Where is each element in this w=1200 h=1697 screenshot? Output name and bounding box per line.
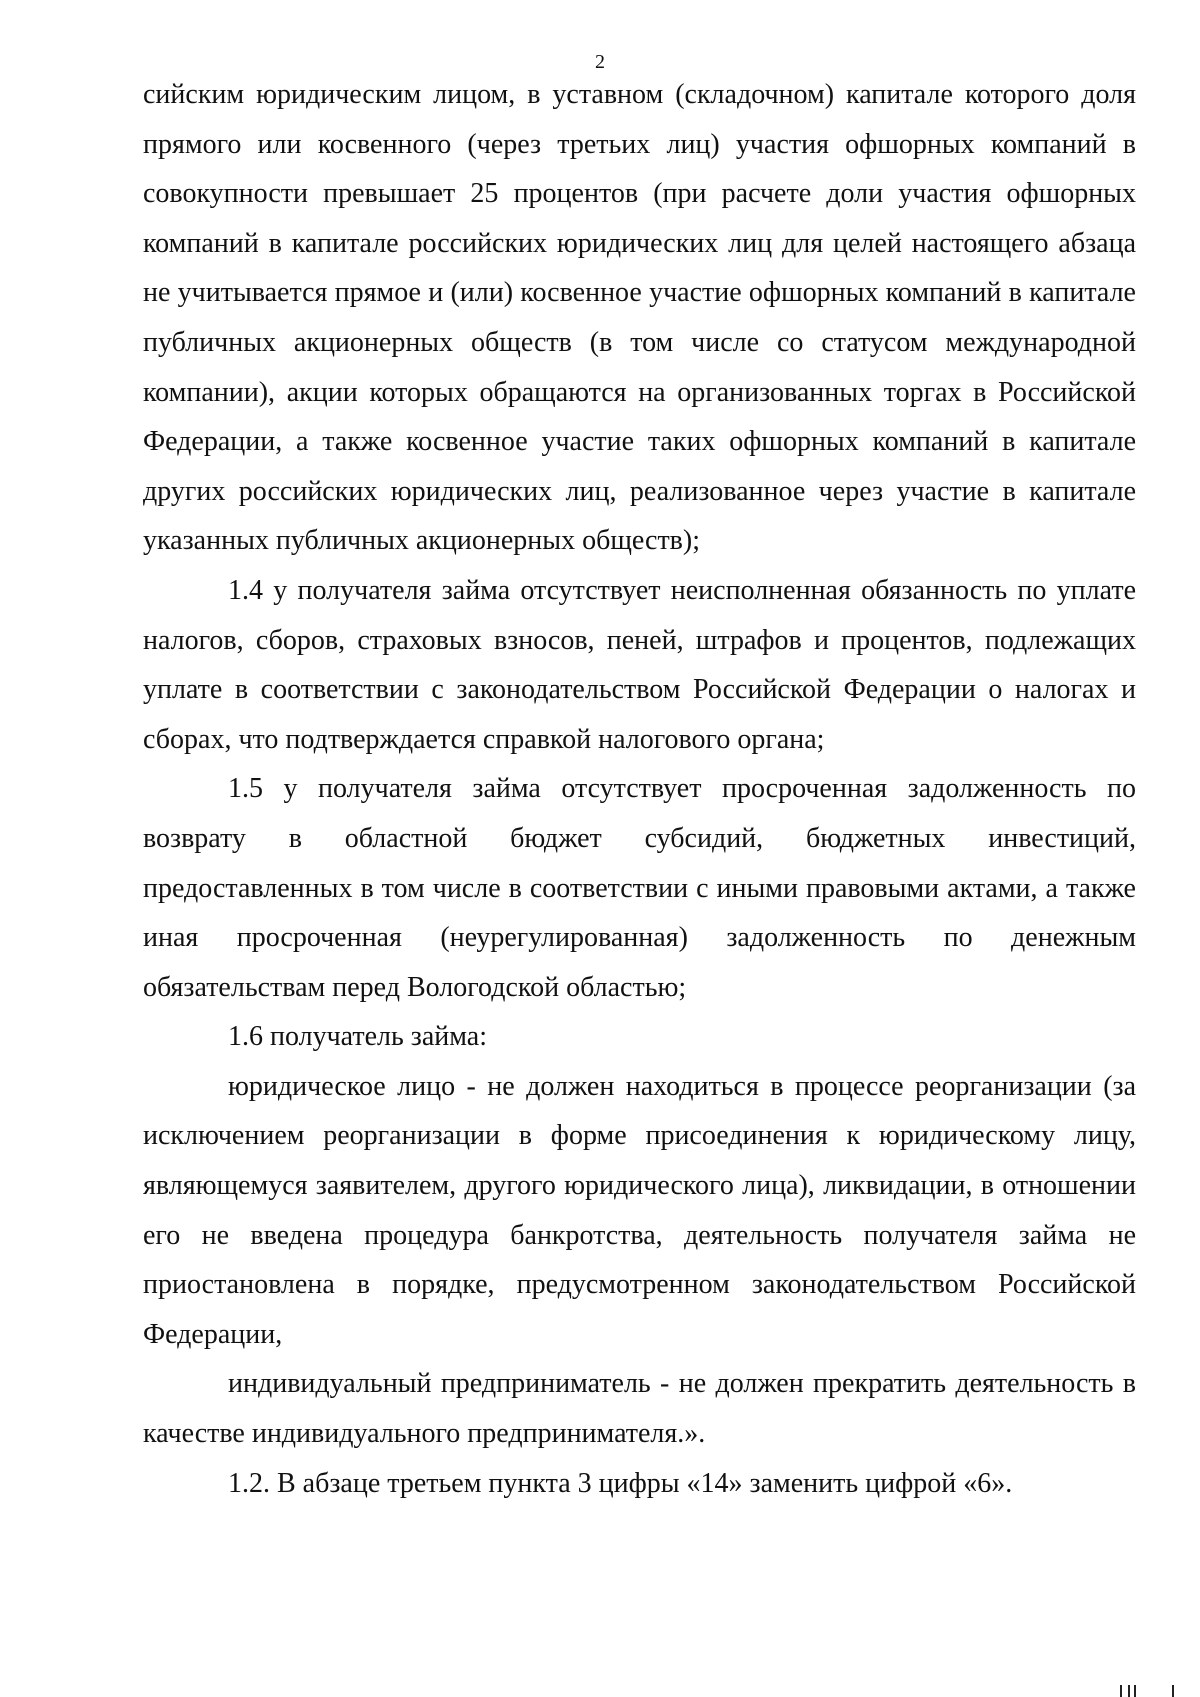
paragraph-legal-entity: юридическое лицо - не должен находиться в процессе реорганизации (за исключением реорганизации в форме присоединения к юридическому лицу, являющемуся заявителем, другого юридического лица), ликвидации, в отношении его не введена процедура банкротства, деятельность получателя займа не приостановлена в порядке, предусмотренном законодательством Российской Федерации, — [143, 1070, 1136, 1350]
document-body — [143, 70, 1136, 1508]
paragraph-item-1-6: 1.6 получатель займа: — [228, 1021, 487, 1053]
paragraph-amendment-1-2: 1.2. В абзаце третьем пункта 3 цифры «14» заменить цифрой «6». — [228, 1467, 1013, 1499]
scan-mark — [1120, 1685, 1122, 1697]
paragraph-entrepreneur: индивидуальный предприниматель - не должен прекратить деятельность в качестве индивидуального предпринимателя.». — [143, 1368, 1136, 1450]
scan-mark — [1134, 1685, 1136, 1697]
scan-mark — [1128, 1685, 1130, 1697]
paragraph-item-1-4: 1.4 у получателя займа отсутствует неисполненная обязанность по уплате налогов, сборов, страховых взносов, пеней, штрафов и процентов, подлежащих уплате в соответствии с законодательством Российской Федерации о налогах и сборах, что подтверждается справкой налогового органа; — [143, 574, 1136, 755]
paragraph-continuation: сийским юридическим лицом, в уставном (складочном) капитале которого доля прямого или косвенного (через третьих лиц) участия офшорных компаний в совокупности превышает 25 процентов (при расчете доли участия офшорных компаний в капитале российских юридических лиц для целей настоящего абзаца не учитывается прямое и (или) косвенное участие офшорных компаний в капитале публичных акционерных обществ (в том числе со статусом международной компании), акции которых обращаются на организованных торгах в Российской Федерации, а также косвенное участие таких офшорных компаний в капитале других российских юридических лиц, реализованное через участие в капитале указанных публичных акционерных обществ); — [143, 79, 1136, 557]
page-number: 2 — [595, 51, 605, 73]
scan-mark — [1172, 1685, 1174, 1697]
paragraph-item-1-5: 1.5 у получателя займа отсутствует просроченная задолженность по возврату в областной бюджет субсидий, бюджетных инвестиций, предоставленных в том числе в соответствии с иными правовыми актами, а также иная просроченная (неурегулированная) задолженность по денежным обязательствам перед Вологодской областью; — [143, 773, 1136, 1003]
scan-edge-marks — [1058, 1683, 1178, 1697]
